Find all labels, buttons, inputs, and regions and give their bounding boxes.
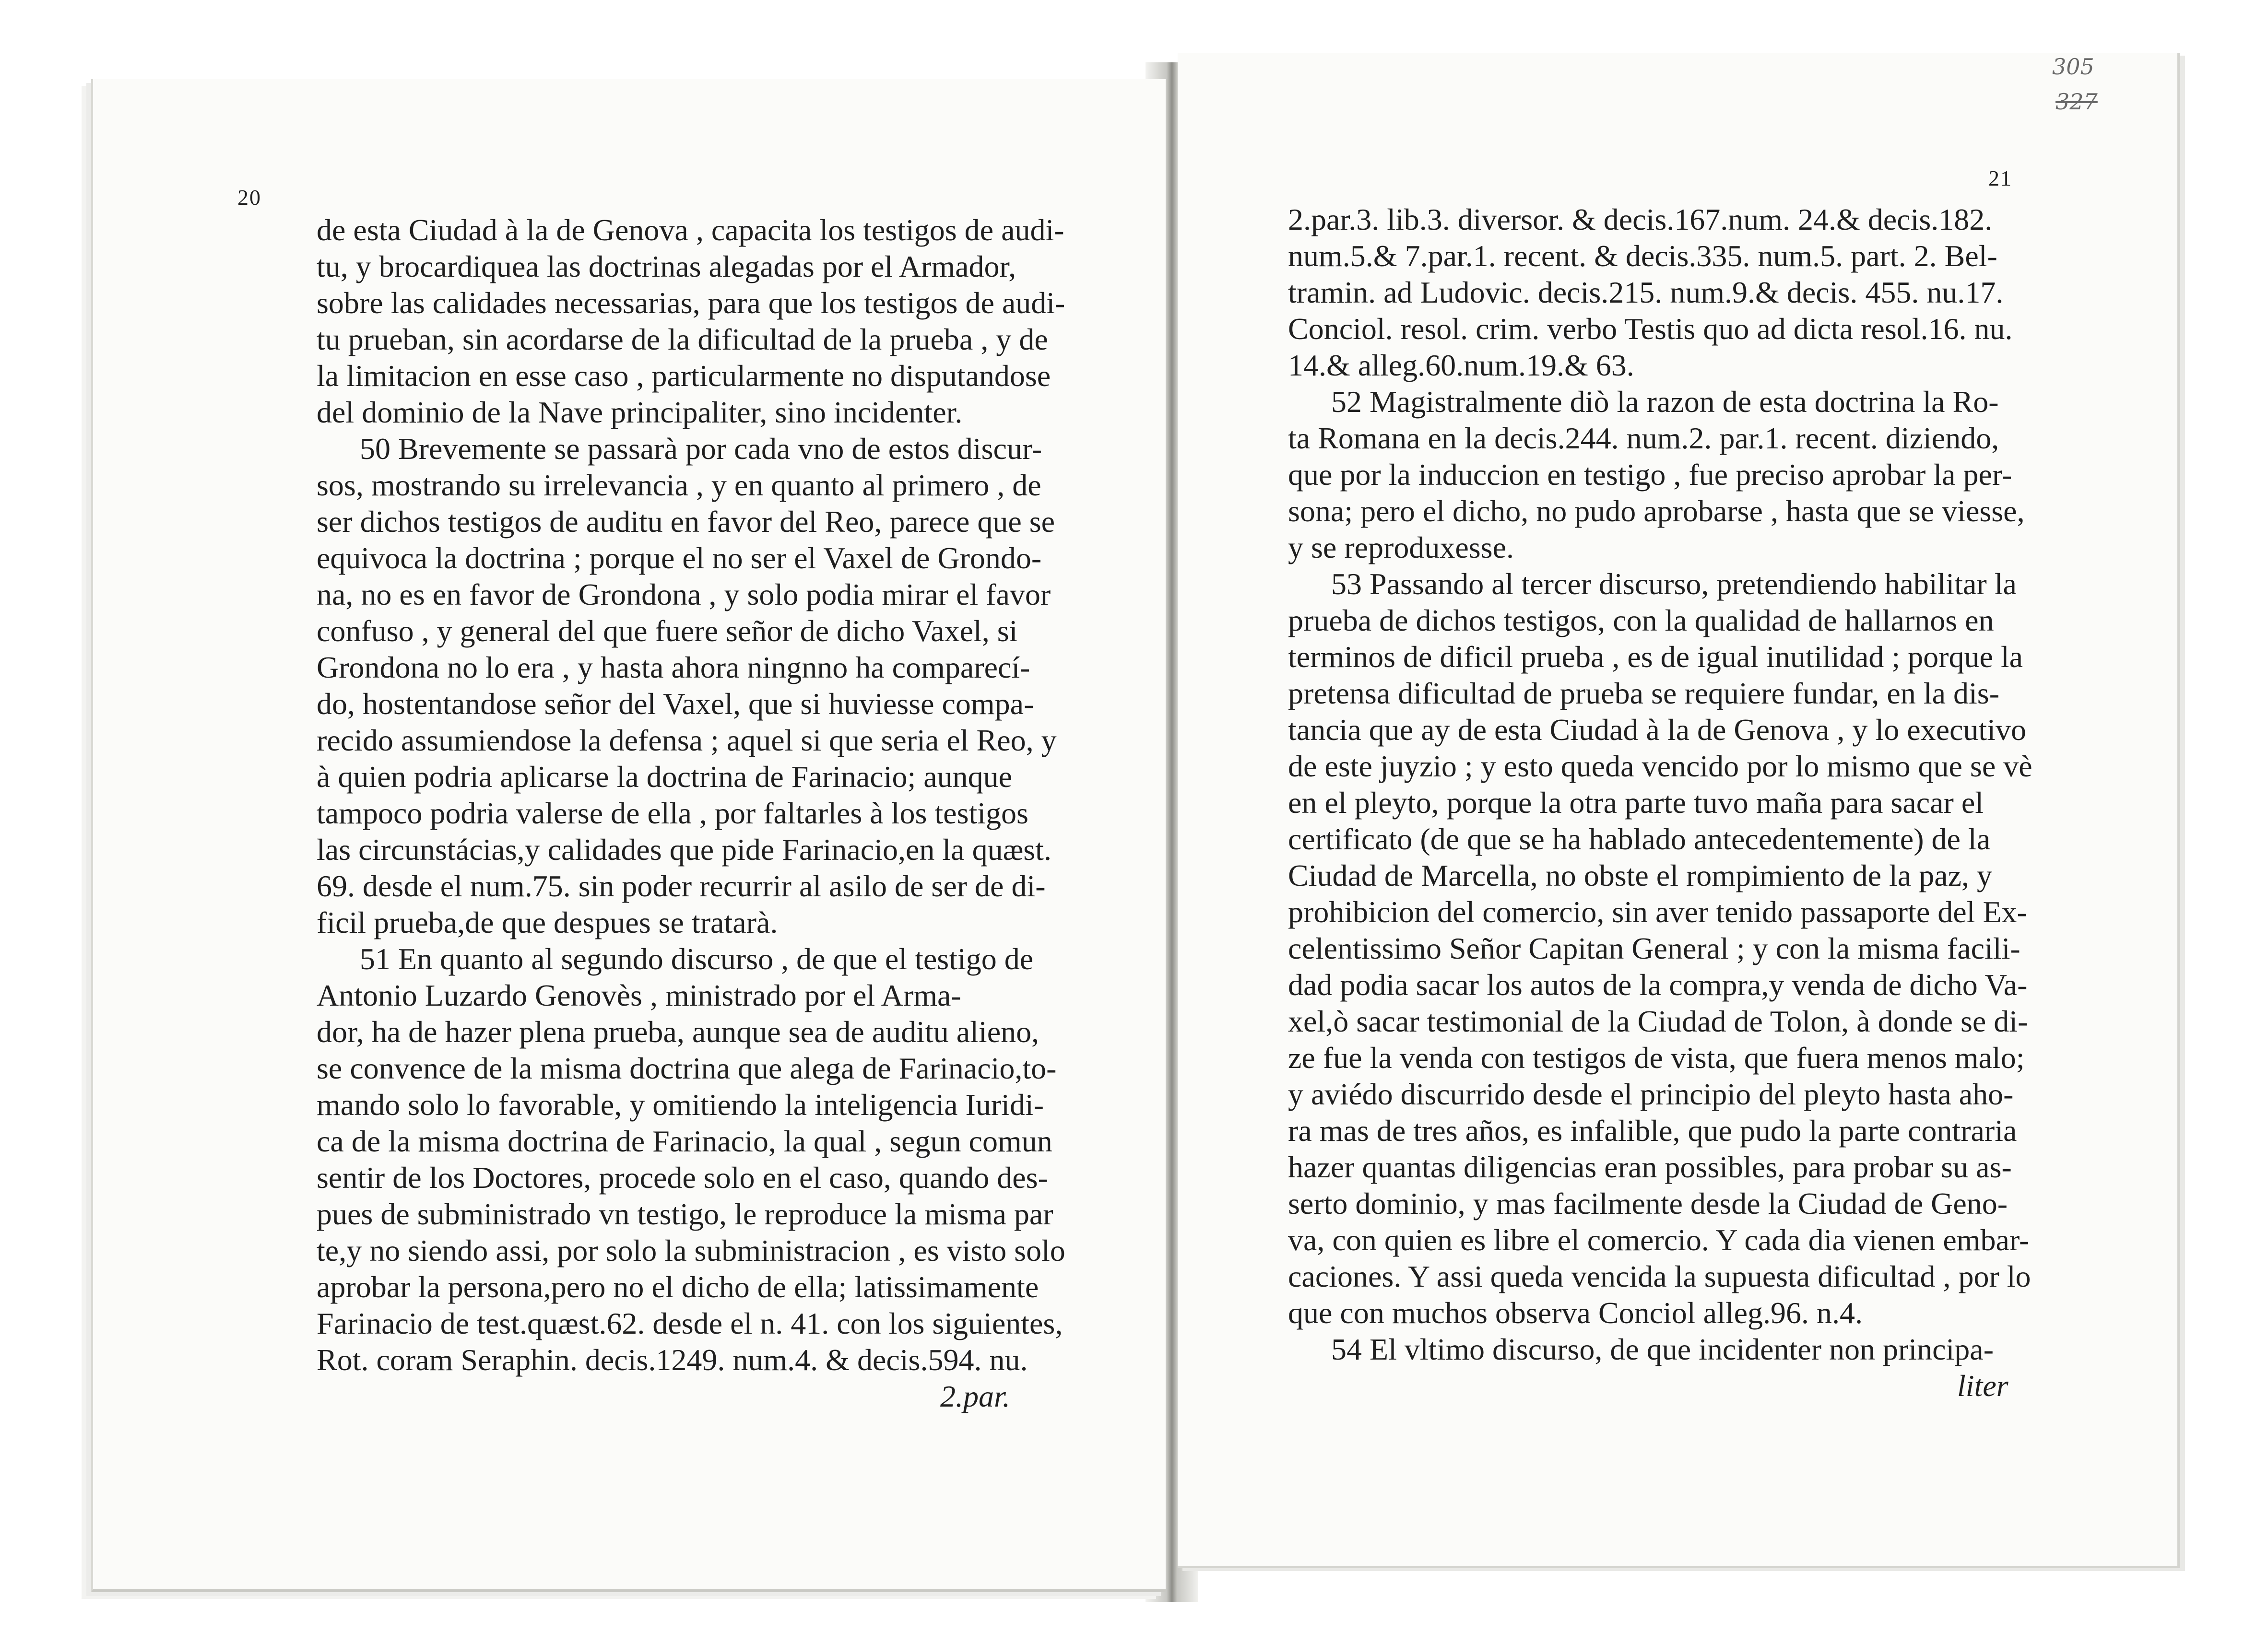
text-line: tu prueban, sin acordarse de la dificultad de la prueba , y de bbox=[317, 322, 1048, 356]
text-line: dad podia sacar los autos de la compra,y venda de dicho Va- bbox=[1288, 968, 2028, 1002]
text-line: tu, y brocardiquea las doctrinas alegadas por el Armador, bbox=[317, 249, 1016, 283]
text-line: va, con quien es libre el comercio. Y cada dia vienen embar- bbox=[1288, 1223, 2030, 1257]
text-line: Antonio Luzardo Genovès , ministrado por el Arma- bbox=[317, 978, 961, 1012]
text-line: tancia que ay de esta Ciudad à la de Genova , y lo executivo bbox=[1288, 713, 2026, 747]
right-page-text bbox=[1288, 201, 2032, 1404]
right-page-number: 21 bbox=[1988, 166, 2012, 190]
text-line: à quien podria aplicarse la doctrina de Farinacio; aunque bbox=[317, 760, 1013, 794]
text-line: 69. desde el num.75. sin poder recurrir al asilo de ser de di- bbox=[317, 869, 1046, 903]
text-line: prueba de dichos testigos, con la qualidad de hallarnos en bbox=[1288, 603, 1994, 637]
paragraph-53-start: 53 Passando al tercer discurso, pretendiendo habilitar la bbox=[1331, 567, 2017, 601]
text-line: ser dichos testigos de auditu en favor del Reo, parece que se bbox=[317, 505, 1055, 539]
paragraph-50-start: 50 Brevemente se passarà por cada vno de estos discur- bbox=[360, 432, 1042, 466]
text-line: y aviédo discurrido desde el principio del pleyto hasta aho- bbox=[1288, 1077, 2014, 1111]
struck-folio-number: 327 bbox=[2055, 89, 2098, 115]
paragraph-51-start: 51 En quanto al segundo discurso , de que el testigo de bbox=[360, 942, 1034, 976]
text-line: confuso , y general del que fuere señor de dicho Vaxel, si bbox=[317, 614, 1018, 648]
text-line: tampoco podria valerse de ella , por faltarles à los testigos bbox=[317, 796, 1028, 830]
text-line: equivoca la doctrina ; porque el no ser el Vaxel de Grondo- bbox=[317, 541, 1042, 575]
text-line: num.5.& 7.par.1. recent. & decis.335. num.5. part. 2. Bel- bbox=[1288, 239, 1997, 273]
text-line: ze fue la venda con testigos de vista, que fuera menos malo; bbox=[1288, 1041, 2025, 1075]
paragraph-54-start: 54 El vltimo discurso, de que incidenter non principa- bbox=[1331, 1332, 1994, 1366]
text-line: do, hostentandose señor del Vaxel, que si huviesse compa- bbox=[317, 687, 1034, 721]
text-line: ta Romana en la decis.244. num.2. par.1. recent. diziendo, bbox=[1288, 421, 1999, 455]
text-line: tramin. ad Ludovic. decis.215. num.9.& decis. 455. nu.17. bbox=[1288, 275, 2004, 309]
text-line: pues de subministrado vn testigo, le reproduce la misma par bbox=[317, 1197, 1053, 1231]
left-page-text bbox=[317, 212, 1065, 1415]
text-line: celentissimo Señor Capitan General ; y con la misma facili- bbox=[1288, 931, 2020, 965]
text-line: y se reproduxesse. bbox=[1288, 530, 1514, 564]
text-line: sobre las calidades necessarias, para que los testigos de audi- bbox=[317, 286, 1065, 320]
catchword: liter bbox=[1957, 1369, 2008, 1403]
text-line: que con muchos observa Conciol alleg.96. n.4. bbox=[1288, 1296, 1863, 1330]
text-line: serto dominio, y mas facilmente desde la Ciudad de Geno- bbox=[1288, 1186, 2008, 1221]
text-line: xel,ò sacar testimonial de la Ciudad de Tolon, à donde se di- bbox=[1288, 1004, 2028, 1038]
handwritten-folio-number: 305 bbox=[2052, 54, 2094, 80]
text-line: 2.par.3. lib.3. diversor. & decis.167.num. 24.& decis.182. bbox=[1288, 202, 1993, 236]
text-line: pretensa dificultad de prueba se requiere fundar, en la dis- bbox=[1288, 676, 1999, 710]
text-line: na, no es en favor de Grondona , y solo podia mirar el favor bbox=[317, 577, 1051, 611]
text-line: Conciol. resol. crim. verbo Testis quo ad dicta resol.16. nu. bbox=[1288, 312, 2013, 346]
text-line: de este juyzio ; y esto queda vencido por lo mismo que se vè bbox=[1288, 749, 2032, 783]
text-line: sentir de los Doctores, procede solo en el caso, quando des- bbox=[317, 1161, 1048, 1195]
text-line: la limitacion en esse caso , particularmente no disputandose bbox=[317, 359, 1051, 393]
text-line: Ciudad de Marcella, no obste el rompimiento de la paz, y bbox=[1288, 858, 1992, 892]
text-line: se convence de la misma doctrina que alega de Farinacio,to- bbox=[317, 1051, 1057, 1085]
text-line: dor, ha de hazer plena prueba, aunque sea de auditu alieno, bbox=[317, 1015, 1040, 1049]
text-line: del dominio de la Nave principaliter, sino incidenter. bbox=[317, 395, 963, 429]
text-line: ca de la misma doctrina de Farinacio, la qual , segun comun bbox=[317, 1124, 1052, 1158]
text-line: terminos de dificil prueba , es de igual inutilidad ; porque la bbox=[1288, 640, 2023, 674]
text-line: Rot. coram Seraphin. decis.1249. num.4. & decis.594. nu. bbox=[317, 1343, 1028, 1377]
text-line: Grondona no lo era , y hasta ahora ningnno ha comparecí- bbox=[317, 650, 1030, 684]
text-line: en el pleyto, porque la otra parte tuvo maña para sacar el bbox=[1288, 786, 1984, 820]
text-line: ra mas de tres años, es infalible, que pudo la parte contraria bbox=[1288, 1114, 2017, 1148]
text-line: certificato (de que se ha hablado antecedentemente) de la bbox=[1288, 822, 1991, 856]
text-line: sos, mostrando su irrelevancia , y en quanto al primero , de bbox=[317, 468, 1041, 502]
text-line: de esta Ciudad à la de Genova , capacita los testigos de audi- bbox=[317, 213, 1064, 247]
paragraph-52-start: 52 Magistralmente diò la razon de esta doctrina la Ro- bbox=[1331, 385, 1999, 419]
left-page-number: 20 bbox=[237, 185, 261, 210]
text-line: 14.& alleg.60.num.19.& 63. bbox=[1288, 348, 1634, 382]
text-line: ficil prueba,de que despues se tratarà. bbox=[317, 905, 778, 939]
catchword: 2.par. bbox=[940, 1379, 1010, 1413]
text-line: que por la induccion en testigo , fue preciso aprobar la per- bbox=[1288, 458, 2012, 492]
text-line: te,y no siendo assi, por solo la subministracion , es visto solo bbox=[317, 1233, 1065, 1267]
text-line: prohibicion del comercio, sin aver tenido passaporte del Ex- bbox=[1288, 895, 2027, 929]
text-line: sona; pero el dicho, no pudo aprobarse , hasta que se viesse, bbox=[1288, 494, 2025, 528]
text-line: hazer quantas diligencias eran possibles, para probar su as- bbox=[1288, 1150, 2012, 1184]
text-line: aprobar la persona,pero no el dicho de ella; latissimamente bbox=[317, 1270, 1039, 1304]
text-line: mando solo lo favorable, y omitiendo la inteligencia Iuridi- bbox=[317, 1088, 1044, 1122]
text-line: recido assumiendose la defensa ; aquel si que seria el Reo, y bbox=[317, 723, 1057, 757]
text-line: caciones. Y assi queda vencida la supuesta dificultad , por lo bbox=[1288, 1259, 2031, 1293]
text-line: Farinacio de test.quæst.62. desde el n. 41. con los siguientes, bbox=[317, 1306, 1063, 1340]
text-line: las circunstácias,y calidades que pide Farinacio,en la quæst. bbox=[317, 833, 1051, 867]
